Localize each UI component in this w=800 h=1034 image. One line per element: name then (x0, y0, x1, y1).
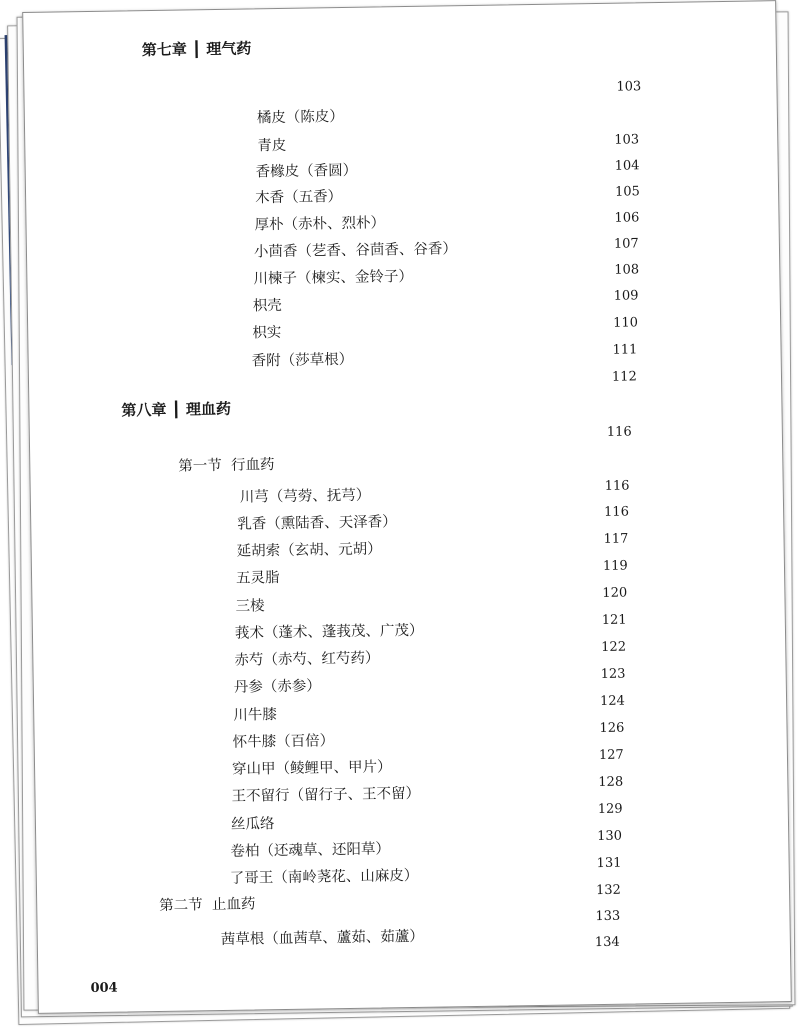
chapter-7-heading: 第七章 ┃ 理气药 (141, 39, 252, 60)
sec1-entry-name: 丝瓜络 (230, 816, 275, 833)
sec1-entry-name: 五灵脂 (235, 570, 280, 587)
ch7-entry-page: 103 (614, 132, 640, 148)
page-number: 004 (90, 980, 118, 997)
section-1-label: 第一节 (178, 457, 222, 475)
chapter-8-label: 第八章 (121, 400, 167, 420)
sec1-entry-name: 怀牛膝（百倍） (232, 733, 335, 751)
ch7-entry-page: 106 (614, 210, 640, 226)
chapter-8-page: 116 (606, 424, 632, 440)
ch7-entry-name: 橘皮（陈皮） (256, 108, 344, 127)
ch7-entry-page: 109 (613, 288, 639, 304)
ch7-entry-name: 小茴香（䒗香、谷茴香、谷香） (253, 241, 458, 261)
section-1-title: 行血药 (230, 457, 275, 474)
ch7-entry-page: 107 (613, 236, 639, 252)
section-2-page: 133 (595, 908, 621, 925)
sec1-entry-page: 121 (601, 612, 627, 628)
ch7-entry-page: 108 (614, 262, 640, 278)
chapter-7-page: 103 (616, 79, 642, 95)
sec1-entry-name: 延胡索（玄胡、元胡） (236, 541, 382, 560)
sec1-entry-page: 119 (602, 558, 628, 574)
sec1-entry-name: 乳香（熏陆香、天泽香） (237, 514, 397, 533)
sec1-entry-name: 赤芍（赤芍、红芍药） (234, 650, 380, 669)
ch7-entry-page: 104 (614, 158, 640, 174)
ch7-entry-name: 木香（五香） (255, 188, 343, 207)
sec1-entry-page: 126 (599, 720, 625, 737)
ch7-entry-name: 川楝子（楝实、金铃子） (253, 268, 414, 288)
ch7-entry-name: 枳实 (252, 324, 282, 342)
sec1-entry-name: 川芎（芎䓖、抚芎） (239, 487, 371, 506)
ch7-entry-name: 青皮 (257, 137, 287, 155)
section-2-heading (159, 895, 255, 915)
ch7-entry-name: 厚朴（赤朴、烈朴） (254, 215, 386, 234)
sec1-entry-page: 130 (597, 828, 623, 845)
sec1-extra-page: 132 (595, 882, 621, 899)
sec1-entry-name: 了哥王（南岭荛花、山麻皮） (229, 867, 419, 887)
sec1-entry-page: 116 (604, 478, 630, 494)
ch7-entry-page: 111 (612, 342, 638, 358)
ch7-entry-name: 香橼皮（香圆） (255, 162, 358, 181)
section-1-heading (178, 456, 274, 476)
sec1-entry-name: 莪术（蓬术、蓬莪茂、广茂） (234, 622, 424, 642)
sec1-entry-page: 122 (601, 639, 627, 655)
sec1-entry-name: 王不留行（留行子、王不留） (231, 785, 421, 805)
chapter-7-label: 第七章 (141, 40, 187, 60)
section-2-label: 第二节 (159, 897, 203, 914)
sec1-entry-page: 120 (602, 585, 628, 601)
sec1-entry-name: 穿山甲（鲮鲤甲、甲片） (231, 759, 392, 778)
ch7-extra-page: 112 (611, 369, 637, 385)
sec1-entry-name: 川牛膝 (233, 707, 277, 724)
chapter-8-title: 理血药 (185, 399, 232, 419)
sec2-entry-page: 134 (594, 934, 620, 951)
sec1-entry-name: 三棱 (235, 598, 265, 615)
ch7-entry-name: 香附（莎草根） (251, 351, 354, 370)
section-2-title: 止血药 (211, 896, 256, 914)
sec1-entry-page: 116 (603, 504, 630, 520)
sec1-entry-page: 124 (599, 693, 626, 709)
ch7-entry-page: 105 (614, 184, 641, 200)
chapter-7-title: 理气药 (206, 39, 252, 59)
toc-page (22, 0, 792, 1014)
sec2-entry-name: 茜草根（血茜草、蘆茹、茹蘆） (220, 928, 424, 948)
ch7-entry-name: 枳壳 (252, 297, 282, 315)
sec1-entry-name: 丹参（赤参） (233, 678, 321, 696)
sec1-entry-name: 卷柏（还魂草、还阳草） (230, 841, 391, 860)
chapter-8-heading: 第八章 ┃ 理血药 (121, 399, 232, 420)
sec1-entry-page: 127 (598, 747, 624, 764)
sec1-entry-page: 131 (596, 855, 622, 872)
sec1-entry-page: 123 (600, 666, 626, 682)
sec1-entry-page: 117 (603, 531, 629, 547)
sec1-entry-page: 129 (597, 801, 623, 818)
sec1-entry-page: 128 (598, 774, 624, 791)
ch7-entry-page: 110 (613, 315, 639, 331)
